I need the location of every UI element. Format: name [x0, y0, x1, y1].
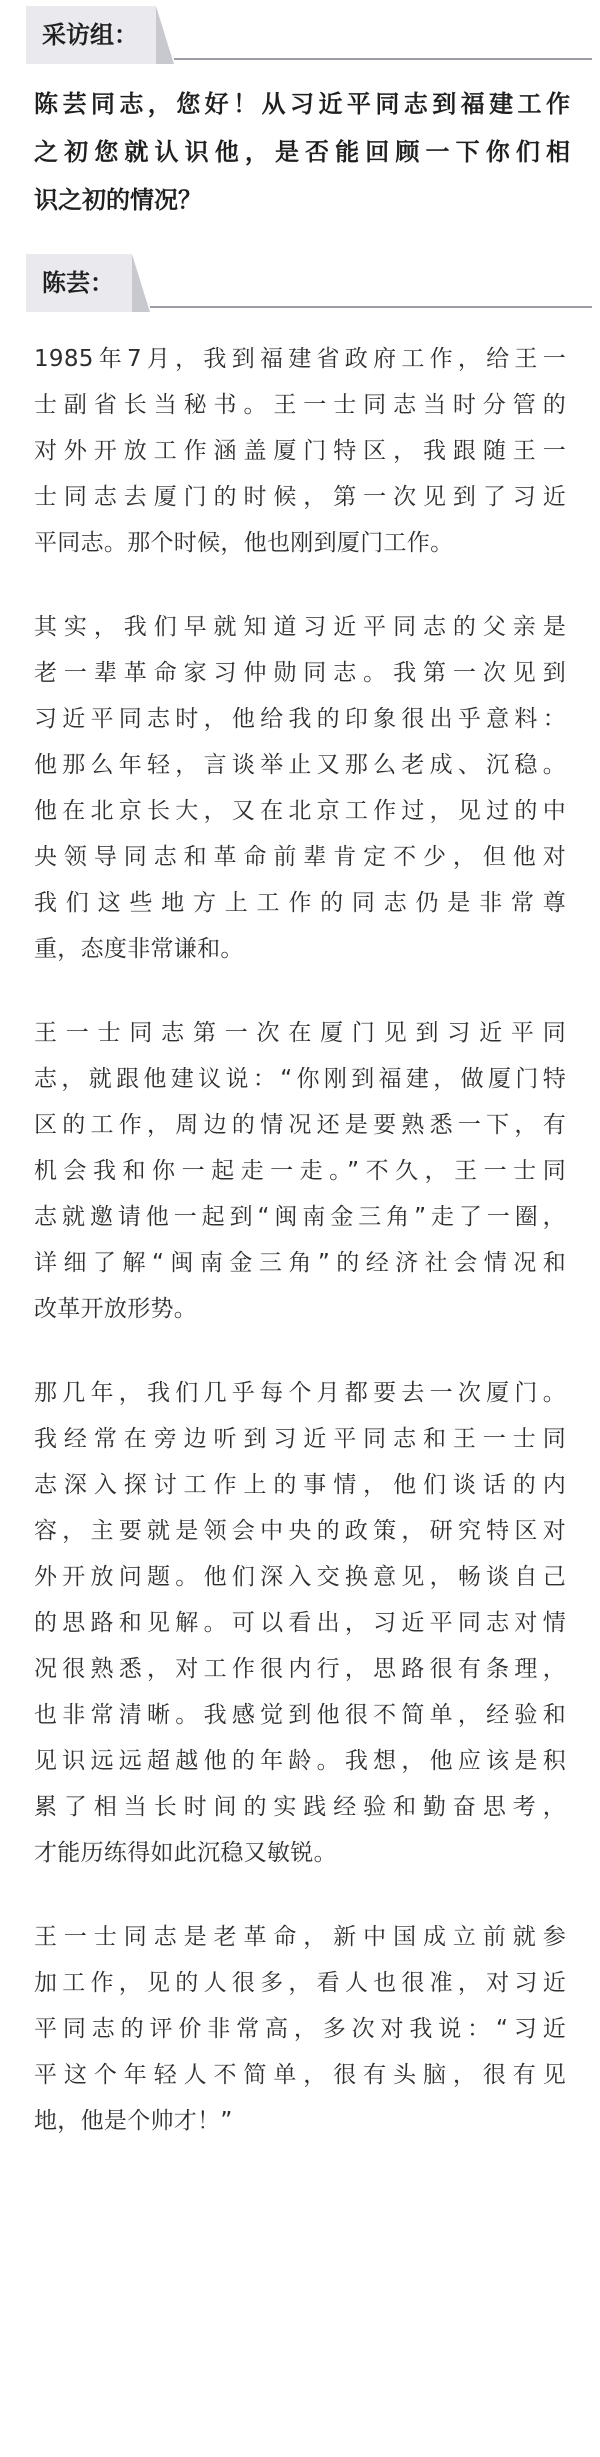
text-line: 外开放问题。他们深入交换意见，畅谈自己	[34, 1564, 566, 1590]
text-line: 平同志。那个时候，他也刚到厦门工作。	[34, 530, 454, 556]
text-line: 之初您就认识他，是否能回顾一下你们相	[34, 138, 570, 166]
text-line: 志就邀请他一起到“闽南金三角”走了一圈，	[34, 1204, 566, 1230]
tab-fold-icon	[156, 6, 174, 64]
header-rule	[174, 58, 592, 60]
interviewer-header	[0, 6, 600, 64]
text-line: 士同志去厦门的时候，第一次见到了习近	[34, 484, 566, 510]
text-line: 机会我和你一起走一走。”不久，王一士同	[34, 1158, 566, 1184]
text-line: 志，就跟他建议说：“你刚到福建，做厦门特	[34, 1066, 566, 1092]
paragraph	[0, 604, 600, 972]
interviewer-label: 采访组：	[26, 6, 156, 64]
text-line: 区的工作，周边的情况还是要熟悉一下，有	[34, 1112, 566, 1138]
answerer-header	[0, 254, 600, 312]
text-line: 平这个年轻人不简单，很有头脑，很有见	[34, 2062, 566, 2088]
text-line: 其实，我们早就知道习近平同志的父亲是	[34, 614, 566, 640]
text-line: 重，态度非常谦和。	[34, 936, 244, 962]
text-line: 王一士同志是老革命，新中国成立前就参	[34, 1924, 566, 1950]
text-line: 地，他是个帅才！”	[34, 2108, 233, 2134]
text-line: 改革开放形势。	[34, 1296, 198, 1322]
text-line: 他那么年轻，言谈举止又那么老成、沉稳。	[34, 752, 566, 778]
text-line: 见识远远超越他的年龄。我想，他应该是积	[34, 1748, 566, 1774]
text-line: 1985年7月，我到福建省政府工作，给王一	[34, 346, 566, 372]
text-line: 老一辈革命家习仲勋同志。我第一次见到	[34, 660, 566, 686]
article	[0, 6, 600, 2457]
text-line: 才能历练得如此沉稳又敏锐。	[34, 1840, 337, 1866]
paragraph	[0, 1010, 600, 1332]
text-line: 我们这些地方上工作的同志仍是非常尊	[34, 890, 566, 916]
text-line: 也非常清晰。我感觉到他很不简单，经验和	[34, 1702, 566, 1728]
text-line: 加工作，见的人很多，看人也很准，对习近	[34, 1970, 566, 1996]
text-line: 详细了解“闽南金三角”的经济社会情况和	[34, 1250, 566, 1276]
text-line: 志深入探讨工作上的事情，他们谈话的内	[34, 1472, 566, 1498]
header-rule	[150, 306, 592, 308]
text-line: 容，主要就是领会中央的政策，研究特区对	[34, 1518, 566, 1544]
text-line: 士副省长当秘书。王一士同志当时分管的	[34, 392, 566, 418]
text-line: 累了相当长时间的实践经验和勤奋思考，	[34, 1794, 566, 1820]
text-line: 陈芸同志，您好！从习近平同志到福建工作	[34, 90, 570, 118]
text-line: 习近平同志时，他给我的印象很出乎意料：	[34, 706, 566, 732]
text-line: 王一士同志第一次在厦门见到习近平同	[34, 1020, 566, 1046]
answer-body	[0, 336, 600, 2144]
answerer-label: 陈芸：	[26, 254, 132, 312]
paragraph	[0, 336, 600, 566]
question-text	[0, 80, 600, 224]
text-line: 央领导同志和革命前辈肯定不少，但他对	[34, 844, 566, 870]
text-line: 的思路和见解。可以看出，习近平同志对情	[34, 1610, 566, 1636]
paragraph	[0, 1914, 600, 2144]
text-line: 况很熟悉，对工作很内行，思路很有条理，	[34, 1656, 566, 1682]
text-line: 平同志的评价非常高，多次对我说：“习近	[34, 2016, 566, 2042]
text-line: 那几年，我们几乎每个月都要去一次厦门。	[34, 1380, 566, 1406]
text-line: 他在北京长大，又在北京工作过，见过的中	[34, 798, 566, 824]
text-line: 识之初的情况？	[34, 186, 202, 214]
tab-fold-icon	[132, 254, 150, 312]
paragraph	[0, 1370, 600, 1876]
text-line: 对外开放工作涵盖厦门特区，我跟随王一	[34, 438, 566, 464]
text-line: 我经常在旁边听到习近平同志和王一士同	[34, 1426, 566, 1452]
